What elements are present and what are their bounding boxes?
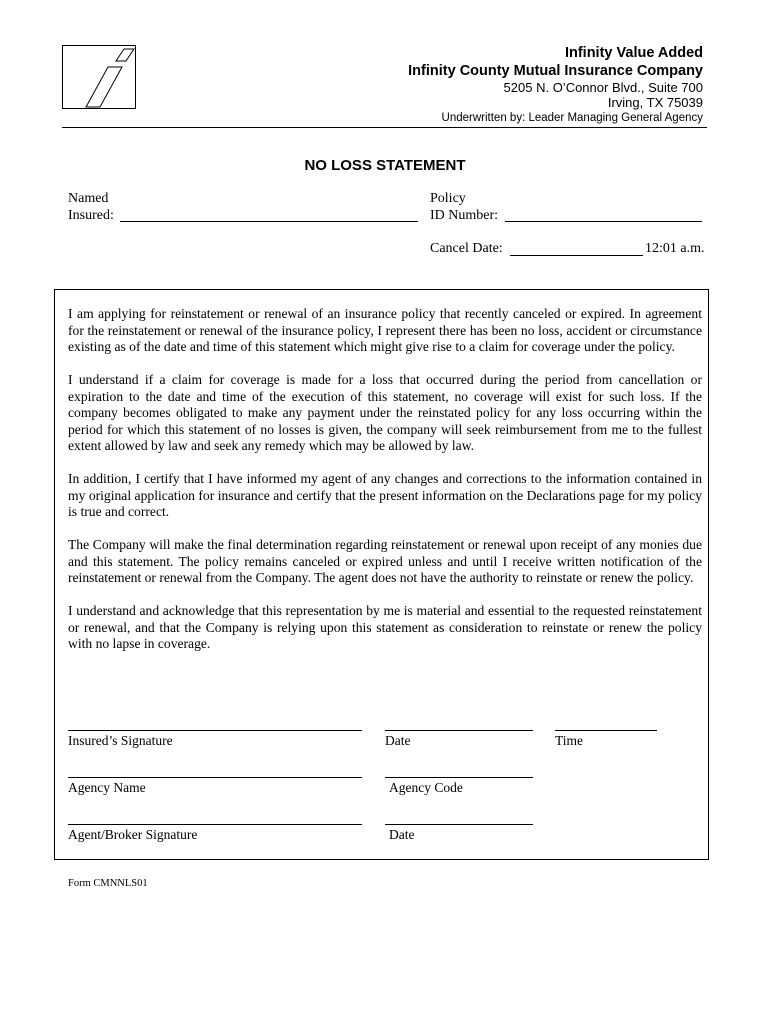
form-id: Form CMNNLS01	[68, 878, 148, 889]
agent-signature-line[interactable]	[68, 824, 362, 825]
agent-signature-label: Agent/Broker Signature	[68, 827, 198, 842]
date-label-2: Date	[389, 827, 415, 842]
cancel-time-suffix: 12:01 a.m.	[645, 241, 705, 256]
statement-paragraph-3: In addition, I certify that I have informed my agent of any changes and corrections to the information contained in my original application for insurance and certify that the present information on the Declarations page for my policy is true and correct.	[68, 471, 702, 519]
statement-paragraph-4: The Company will make the final determination regarding reinstatement or renewal upon receipt of any monies due and this statement. The policy remains canceled or expired unless and until I receive written notification of the reinstatement or renewal from the Company. The agent does not have the authority to reinstate or renew the policy.	[68, 537, 702, 585]
id-number-label: ID Number:	[430, 208, 499, 223]
named-label: Named	[68, 191, 109, 206]
address-line1: 5205 N. O’Connor Blvd., Suite 700	[503, 80, 703, 95]
statement-paragraph-2: I understand if a claim for coverage is made for a loss that occurred during the period from cancellation or expiration to the date and time of the execution of this statement, no coverage will exist for such loss. If the company becomes obligated to make any payment under the reinstated policy for any loss occurring within the period for which this statement of no losses is given, the company will seek reimbursement from me to the fullest extent allowed by law and seek any remedy which may be allowed by law.	[68, 372, 702, 453]
time-line[interactable]	[555, 730, 657, 731]
policy-id-field[interactable]	[505, 221, 702, 222]
date-line-1[interactable]	[385, 730, 533, 731]
company-logo	[62, 45, 136, 109]
page-title: NO LOSS STATEMENT	[304, 157, 466, 174]
company-name: Infinity County Mutual Insurance Company	[408, 63, 703, 79]
cancel-date-label: Cancel Date:	[430, 241, 503, 256]
agency-name-line[interactable]	[68, 777, 362, 778]
underwriter-line: Underwritten by: Leader Managing General Agency	[441, 112, 703, 124]
company-brand: Infinity Value Added	[564, 45, 703, 61]
address-line2: Irving, TX 75039	[607, 95, 703, 110]
insured-name-field[interactable]	[120, 221, 418, 222]
date-line-2[interactable]	[385, 824, 533, 825]
insured-signature-label: Insured’s Signature	[68, 733, 173, 748]
cancel-date-field[interactable]	[510, 255, 643, 256]
policy-label: Policy	[430, 191, 466, 206]
agency-code-line[interactable]	[385, 777, 533, 778]
statement-paragraph-1: I am applying for reinstatement or renewal of an insurance policy that recently canceled or expired. In agreement for the reinstatement or renewal of the insurance policy, I represent there has been no loss, accident or circumstance existing as of the date and time of this statement which might give rise to a claim for coverage under the policy.	[68, 306, 702, 354]
statement-body	[68, 306, 702, 669]
insured-signature-line[interactable]	[68, 730, 362, 731]
agency-name-label: Agency Name	[68, 780, 146, 795]
time-label: Time	[555, 733, 584, 748]
agency-code-label: Agency Code	[389, 780, 463, 795]
date-label-1: Date	[385, 733, 411, 748]
statement-paragraph-5: I understand and acknowledge that this representation by me is material and essential to the requested reinstatement or renewal, and that the Company is relying upon this statement as consideration to reinstate or renew the policy with no lapse in coverage.	[68, 603, 702, 651]
insured-label: Insured:	[68, 208, 114, 223]
header-divider	[62, 127, 707, 128]
